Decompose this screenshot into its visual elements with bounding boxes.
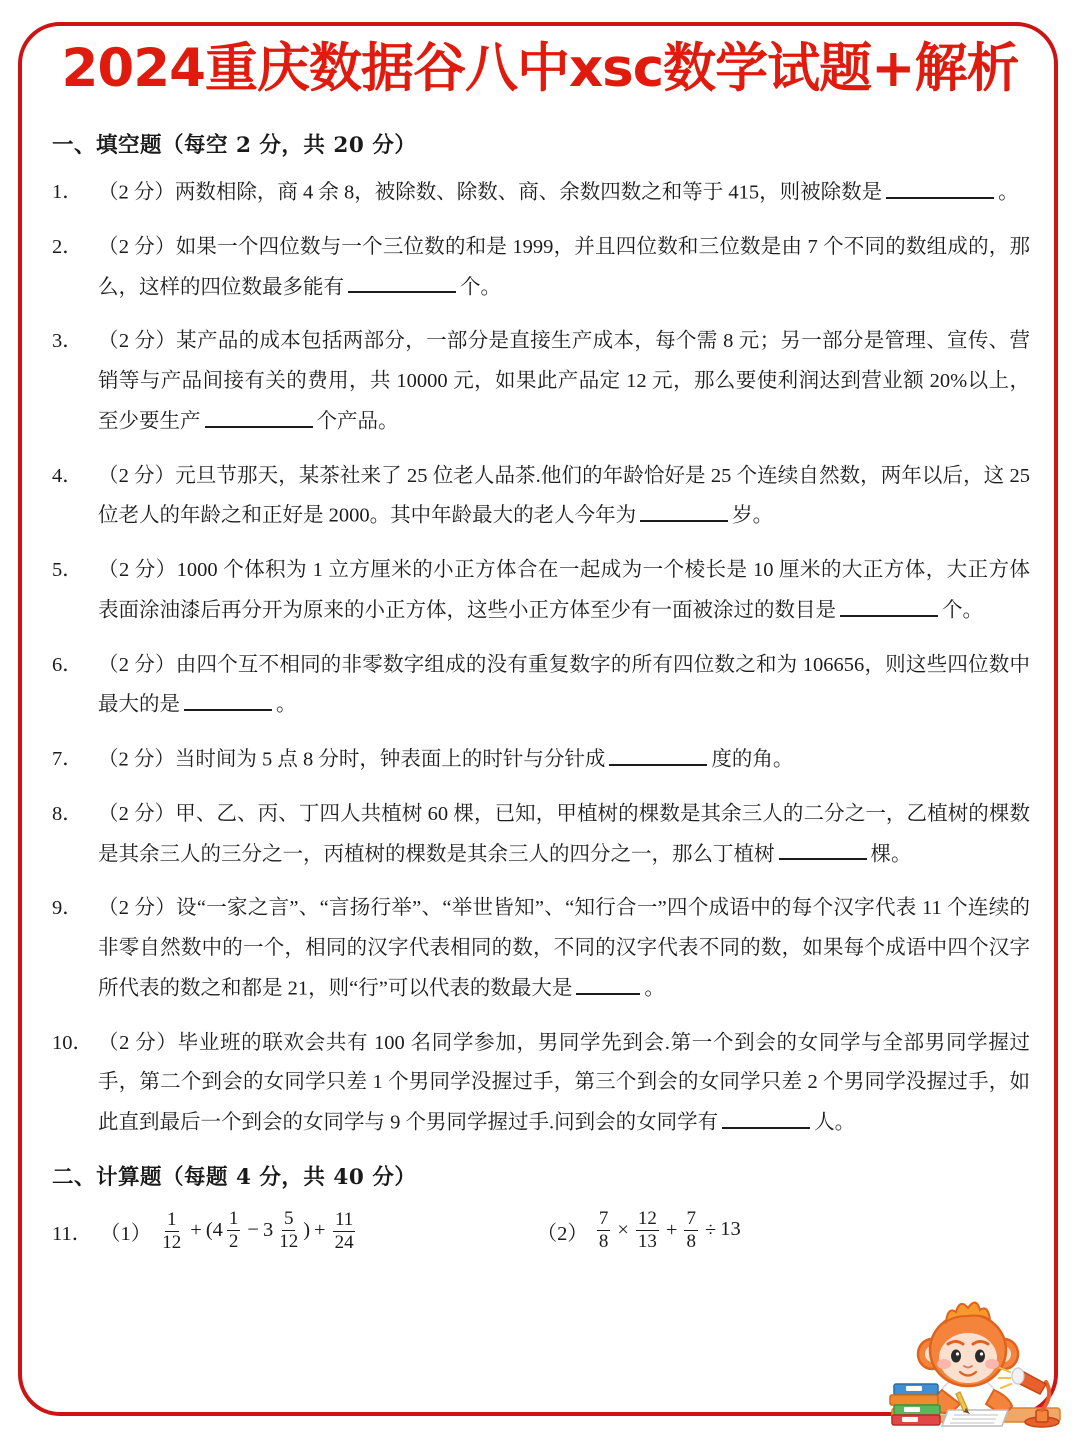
question-number: 4． bbox=[52, 464, 83, 487]
question-tail: 个产品。 bbox=[316, 410, 399, 433]
mixed-whole-part: 3 bbox=[262, 1218, 274, 1241]
answer-blank[interactable] bbox=[205, 402, 313, 428]
question-text bbox=[98, 646, 1030, 727]
calculation-expression-2 bbox=[537, 1209, 741, 1252]
question-item bbox=[52, 740, 1030, 781]
question-stem: （2 分）由四个互不相同的非零数字组成的没有重复数字的所有四位数之和为 106656，则这些四位数中最大的是 bbox=[98, 653, 1030, 717]
question-text bbox=[98, 457, 1030, 538]
question-stem: （2 分）如果一个四位数与一个三位数的和是 1999，并且四位数和三位数是由 7 个不同的数组成的，那么，这样的四位数最多能有 bbox=[98, 235, 1030, 299]
calculation-label-2: （2） bbox=[536, 1222, 588, 1245]
fraction-denominator: 12 bbox=[279, 1230, 299, 1252]
fraction bbox=[597, 1209, 611, 1252]
question-item bbox=[52, 228, 1030, 309]
question-item bbox=[52, 322, 1030, 442]
fraction bbox=[333, 1210, 356, 1253]
question-number: 7． bbox=[52, 748, 83, 770]
fraction-denominator: 12 bbox=[162, 1231, 182, 1253]
math-operator: + bbox=[314, 1218, 326, 1241]
fraction bbox=[636, 1209, 659, 1252]
mixed-number bbox=[213, 1209, 244, 1252]
question-tail: 。 bbox=[276, 694, 297, 717]
answer-blank[interactable] bbox=[722, 1103, 810, 1129]
fraction-numerator: 12 bbox=[637, 1208, 657, 1230]
fraction-numerator: 5 bbox=[283, 1207, 294, 1229]
question-text bbox=[98, 740, 1030, 781]
question-number: 2． bbox=[52, 235, 83, 258]
question-number: 3． bbox=[52, 330, 83, 353]
question-stem: （2 分）元旦节那天，某茶社来了 25 位老人品茶.他们的年龄恰好是 25 个连续自然数，两年以后，这 25 位老人的年龄之和正好是 2000。其中年龄最大的老人今年为 bbox=[98, 464, 1030, 528]
question-tail: 。 bbox=[998, 181, 1019, 204]
answer-blank[interactable] bbox=[640, 496, 728, 522]
answer-blank[interactable] bbox=[184, 685, 272, 711]
calculation-number: 11． bbox=[52, 1222, 93, 1245]
answer-blank[interactable] bbox=[348, 268, 456, 294]
fraction-denominator: 8 bbox=[598, 1231, 609, 1253]
question-text bbox=[98, 322, 1030, 442]
mixed-number bbox=[263, 1209, 303, 1252]
question-stem: （2 分）两数相除，商 4 余 8，被除数、除数、商、余数四数之和等于 415，则被除数是 bbox=[98, 181, 883, 204]
fraction-denominator: 2 bbox=[228, 1230, 239, 1252]
question-stem: （2 分）毕业班的联欢会共有 100 名同学参加，男同学先到会.第一个到会的女同学与全部男同学握过手，第二个到会的女同学只差 1 个男同学没握过手，第三个到会的女同学只差 2 个男同学没握过手，如此直到最后一个到会的女同学与 9 个男同学握过手.问到会的女同学有 bbox=[98, 1031, 1030, 1134]
fraction-denominator: 13 bbox=[637, 1231, 657, 1253]
question-text bbox=[98, 551, 1030, 632]
answer-blank[interactable] bbox=[840, 591, 938, 617]
fraction bbox=[277, 1209, 300, 1252]
fraction bbox=[684, 1209, 698, 1252]
question-text bbox=[98, 228, 1030, 309]
question-text bbox=[98, 1024, 1030, 1144]
fraction-numerator: 7 bbox=[686, 1208, 696, 1230]
question-stem: （2 分）设“一家之言”、“言扬行举”、“举世皆知”、“知行合一”四个成语中的每个汉字代表 11 个连续的非零自然数中的一个，相同的汉字代表相同的数，不同的汉字代表不同的数，如果每个成语中四个汉字所代表的数之和都是 21，则“行”可以代表的数最大是 bbox=[98, 897, 1030, 1000]
question-stem: （2 分）1000 个体积为 1 立方厘米的小正方体合在一起成为一个棱长是 10 厘米的大正方体，大正方体表面涂油漆后再分开为原来的小正方体，这些小正方体至少有一面被涂过的数目是 bbox=[98, 559, 1030, 622]
math-operator: × bbox=[617, 1218, 629, 1241]
question-tail: 个。 bbox=[460, 276, 501, 299]
question-stem: （2 分）当时间为 5 点 8 分时，钟表面上的时针与分针成 bbox=[98, 748, 606, 771]
question-item bbox=[52, 795, 1030, 876]
answer-blank[interactable] bbox=[886, 173, 994, 199]
question-tail: 度的角。 bbox=[711, 748, 794, 771]
math-operator: ÷ bbox=[704, 1218, 717, 1241]
fraction-numerator: 7 bbox=[598, 1208, 609, 1230]
fraction-numerator: 1 bbox=[167, 1208, 177, 1230]
calculation-row bbox=[52, 1209, 1030, 1253]
studying-monkey-mascot bbox=[886, 1286, 1066, 1436]
question-item bbox=[52, 551, 1030, 632]
math-operator: − bbox=[247, 1218, 259, 1241]
question-stem: （2 分）某产品的成本包括两部分，一部分是直接生产成本，每个需 8 元；另一部分是管理、宣传、营销等与产品间接有关的费用，共 10000 元，如果此产品定 12 元，那么要使利润达到营业额 20%以上，至少要生产 bbox=[98, 330, 1030, 433]
fraction-numerator: 1 bbox=[228, 1207, 239, 1229]
section-heading-fill-in-blank: 一、填空题（每空 2 分，共 20 分） bbox=[52, 133, 417, 158]
question-tail: 棵。 bbox=[870, 843, 912, 866]
calculation-expression-1 bbox=[100, 1209, 359, 1253]
question-item bbox=[52, 457, 1030, 538]
question-item bbox=[52, 173, 1030, 214]
question-tail: 人。 bbox=[814, 1112, 856, 1134]
page-title: 2024重庆数据谷八中xsc数学试题+解析 bbox=[61, 38, 1019, 99]
question-stem: （2 分）甲、乙、丙、丁四人共植树 60 棵，已知，甲植树的棵数是其余三人的二分之一，乙植树的棵数是其余三人的三分之一，丙植树的棵数是其余三人的四分之一，那么丁植树 bbox=[98, 802, 1030, 866]
question-number: 8． bbox=[52, 802, 83, 825]
question-text bbox=[98, 173, 1030, 214]
question-text bbox=[98, 889, 1030, 1009]
expression-tokens-1 bbox=[157, 1209, 358, 1253]
question-number: 9． bbox=[52, 897, 83, 920]
question-tail: 。 bbox=[644, 977, 665, 1000]
fraction bbox=[160, 1210, 183, 1253]
fraction bbox=[227, 1209, 241, 1252]
math-text: 13 bbox=[720, 1218, 741, 1241]
question-number: 1． bbox=[52, 181, 83, 203]
answer-blank[interactable] bbox=[609, 740, 707, 766]
question-item bbox=[52, 646, 1030, 727]
answer-blank[interactable] bbox=[576, 969, 640, 995]
question-number: 6． bbox=[52, 653, 83, 676]
math-operator: + bbox=[665, 1218, 678, 1241]
math-text: ( bbox=[205, 1218, 213, 1241]
fraction-denominator: 8 bbox=[686, 1231, 696, 1253]
math-text: ) bbox=[303, 1218, 311, 1241]
fraction-denominator: 24 bbox=[334, 1231, 354, 1253]
exam-content bbox=[52, 128, 1030, 1253]
answer-blank[interactable] bbox=[779, 835, 867, 861]
mixed-whole-part: 4 bbox=[212, 1218, 223, 1241]
question-text bbox=[98, 795, 1030, 876]
question-tail: 个。 bbox=[942, 599, 983, 622]
math-operator: + bbox=[190, 1218, 202, 1241]
question-number: 5． bbox=[52, 559, 83, 581]
calculation-label-1: （1） bbox=[100, 1222, 152, 1245]
section-heading-calculation: 二、计算题（每题 4 分，共 40 分） bbox=[52, 1164, 417, 1190]
question-number: 10． bbox=[52, 1031, 93, 1054]
fraction-numerator: 11 bbox=[334, 1208, 354, 1230]
question-item bbox=[52, 1024, 1030, 1144]
question-item bbox=[52, 889, 1030, 1009]
question-tail: 岁。 bbox=[732, 505, 774, 528]
expression-tokens-2 bbox=[594, 1209, 741, 1252]
